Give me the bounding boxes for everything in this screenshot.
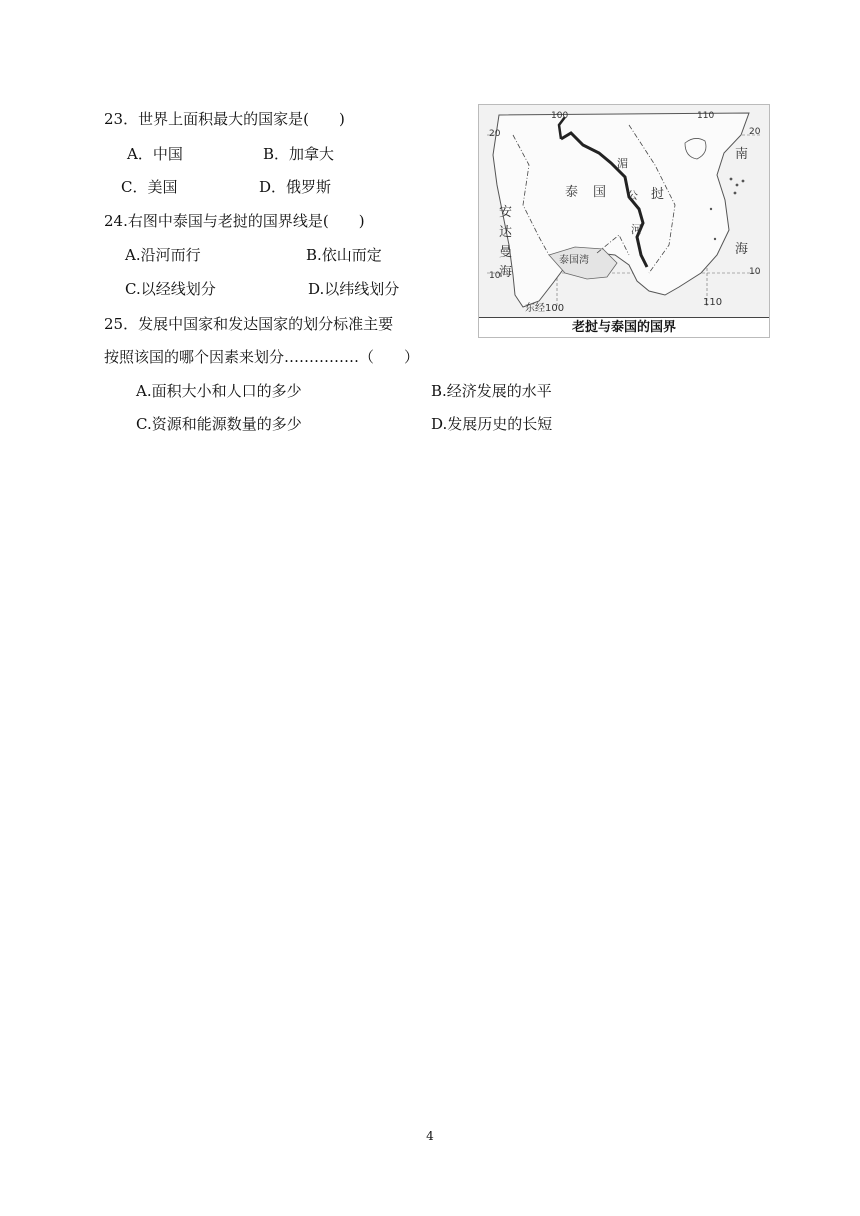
q25-option-a: A.面积大小和人口的多少 xyxy=(136,382,302,400)
q25-stem-line1: 25．发展中国家和发达国家的划分标准主要 xyxy=(104,315,394,333)
q23-option-d: D．俄罗斯 xyxy=(259,178,332,196)
q23-option-b: B．加拿大 xyxy=(263,145,335,163)
map-label-andaman-4: 海 xyxy=(499,265,513,280)
tick-lon-10-right: 10 xyxy=(749,267,761,277)
q24-option-d: D.以纬线划分 xyxy=(308,280,400,298)
map-label-thailand-2: 国 xyxy=(593,185,607,200)
map-label-south-sea-1: 南 xyxy=(735,147,749,162)
map-label-andaman-2: 达 xyxy=(499,225,513,240)
map-label-mekong-2: 公 xyxy=(627,189,638,202)
q24-option-b: B.依山而定 xyxy=(306,246,382,264)
tick-lon-100-top: 100 xyxy=(551,111,569,121)
tick-lat-10-left: 10 xyxy=(489,271,501,281)
q23-stem: 23．世界上面积最大的国家是( ) xyxy=(104,110,345,128)
q25-stem-line2: 按照该国的哪个因素来划分……………（ ） xyxy=(104,348,420,366)
q25-option-c: C.资源和能源数量的多少 xyxy=(136,415,302,433)
q23-option-c: C．美国 xyxy=(121,178,178,196)
laos-thailand-border-map xyxy=(478,104,770,338)
map-label-andaman-3: 曼 xyxy=(499,245,513,260)
q24-option-c: C.以经线划分 xyxy=(125,280,216,298)
map-label-mekong-3: 河 xyxy=(631,223,642,236)
map-label-mekong-1: 湄 xyxy=(617,157,628,170)
map-label-south-sea-2: 海 xyxy=(735,242,749,257)
map-label-gulf: 泰国湾 xyxy=(559,255,589,266)
q24-option-a: A.沿河而行 xyxy=(125,246,201,264)
map-label-laos: 挝 xyxy=(651,187,665,202)
tick-lat-20-right: 20 xyxy=(749,127,761,137)
q25-option-d: D.发展历史的长短 xyxy=(431,415,553,433)
q23-option-a: A．中国 xyxy=(127,145,183,163)
tick-lat-20-left: 20 xyxy=(489,129,501,139)
map-label-andaman-1: 安 xyxy=(499,205,513,220)
q24-stem: 24.右图中泰国与老挝的国界线是( ) xyxy=(104,212,365,230)
q25-option-b: B.经济发展的水平 xyxy=(431,382,552,400)
map-caption: 老挝与泰国的国界 xyxy=(479,317,769,338)
tick-lon-100-bottom: 东经100 xyxy=(525,303,565,314)
tick-lon-110-bottom: 110 xyxy=(703,297,723,308)
map-label-thailand-1: 泰 xyxy=(565,185,579,200)
tick-lon-110-top: 110 xyxy=(697,111,715,121)
map-drawing xyxy=(479,105,769,317)
page-number: 4 xyxy=(426,1129,434,1143)
